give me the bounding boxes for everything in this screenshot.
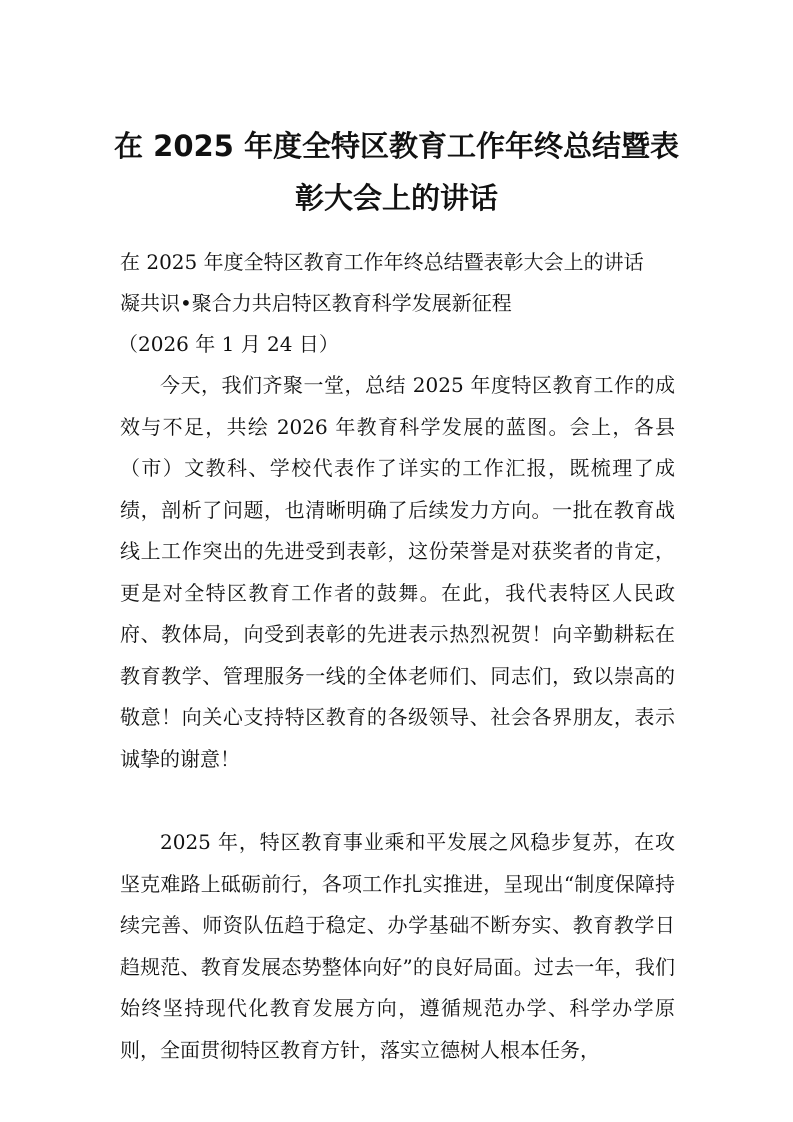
header-line: 在 2025 年度全特区教育工作年终总结暨表彰大会上的讲话 <box>120 250 644 274</box>
body-paragraph: 今天，我们齐聚一堂，总结 2025 年度特区教育工作的成效与不足，共绘 2026 年教育科学发展的蓝图。会上，各县（市）文教科、学校代表作了详实的工作汇报，既梳理了成绩，剖析了问题，也清晰明确了后续发力方向。一批在教育战线上工作突出的先进受到表彰，这份荣誉是对获奖者的肯定，更是对全特区教育工作者的鼓舞。在此，我代表特区人民政府、教体局，向受到表彰的先进表示热烈祝贺！向辛勤耕耘在教育教学、管理服务一线的全体老师们、同志们，致以崇高的敬意！向关心支持特区教育的各级领导、社会各界朋友，表示诚挚的谢意！ <box>120 373 675 771</box>
document-date: （2026 年 1 月 24 日） <box>118 332 339 356</box>
body-paragraph: 2025 年，特区教育事业乘和平发展之风稳步复苏，在攻坚克难路上砥砺前行，各项工作扎实推进，呈现出“制度保障持续完善、师资队伍趋于稳定、办学基础不断夯实、教育教学日趋规范、教育发展态势整体向好”的良好局面。过去一年，我们始终坚持现代化教育发展方向，遵循规范办学、科学办学原则，全面贯彻特区教育方针，落实立德树人根本任务， <box>120 830 675 1062</box>
document-subtitle: 凝共识•聚合力共启特区教育科学发展新征程 <box>120 291 512 315</box>
document-title: 在 2025 年度全特区教育工作年终总结暨表彰大会上的讲话 <box>114 129 679 215</box>
